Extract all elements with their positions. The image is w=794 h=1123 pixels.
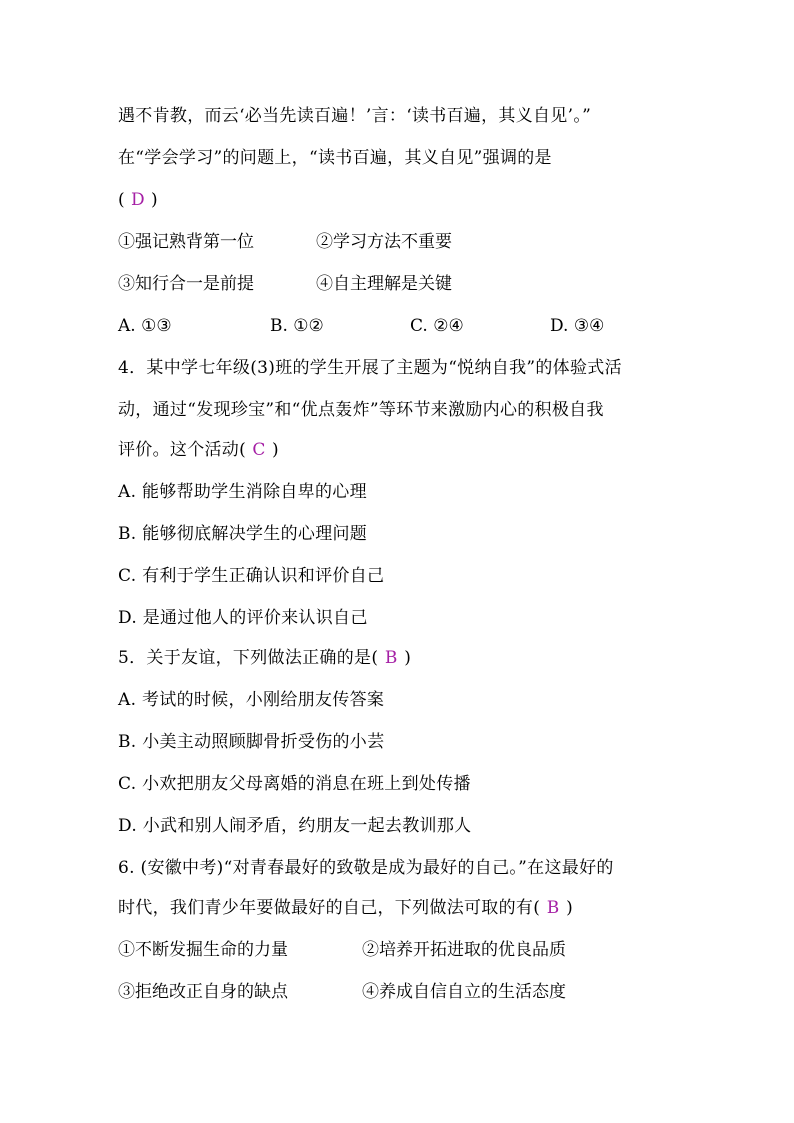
q5-answer-line bbox=[118, 646, 411, 670]
q5-answer: B bbox=[384, 648, 398, 668]
q5-option-d: D. 小武和别人闹矛盾，约朋友一起去教训那人 bbox=[118, 816, 472, 836]
q3-statement-1: ①强记熟背第一位 bbox=[118, 232, 254, 252]
q4-stem-line-2: 动，通过“发现珍宝”和“优点轰炸”等环节来激励内心的积极自我 bbox=[118, 400, 604, 420]
q5-paren-close: ) bbox=[404, 648, 412, 668]
q4-answer-line bbox=[118, 438, 279, 462]
q6-answer-line bbox=[118, 896, 573, 920]
q4-answer: C bbox=[252, 440, 266, 460]
q6-answer: B bbox=[546, 898, 560, 918]
q3-option-d: D. ③④ bbox=[550, 316, 605, 336]
q3-option-c: C. ②④ bbox=[410, 316, 464, 336]
q6-statement-3: ③拒绝改正自身的缺点 bbox=[118, 982, 288, 1002]
q3-statement-4: ④自主理解是关键 bbox=[316, 274, 452, 294]
q3-stem-line-1: 遇不肯教，而云‘必当先读百遍！’言：‘读书百遍，其义自见’。” bbox=[118, 106, 592, 126]
q6-paren-close: ) bbox=[566, 898, 574, 918]
q3-option-b: B. ①② bbox=[270, 316, 324, 336]
q3-stem-line-2: 在“学会学习”的问题上，“读书百遍，其义自见”强调的是 bbox=[118, 148, 552, 168]
q3-answer-line bbox=[118, 188, 158, 212]
q4-stem-line-1: 4．某中学七年级(3)班的学生开展了主题为“悦纳自我”的体验式活 bbox=[118, 358, 622, 378]
q6-statement-2: ②培养开拓进取的优良品质 bbox=[362, 940, 566, 960]
q4-option-a: A. 能够帮助学生消除自卑的心理 bbox=[118, 482, 367, 502]
q3-statement-3: ③知行合一是前提 bbox=[118, 274, 254, 294]
q6-stem-line-1: 6. (安徽中考)“对青春最好的致敬是成为最好的自己。”在这最好的 bbox=[118, 858, 614, 878]
q4-stem-line-3: 评价。这个活动( bbox=[118, 440, 247, 460]
q3-option-a: A. ①③ bbox=[118, 316, 172, 336]
q4-paren-close: ) bbox=[272, 440, 279, 460]
q5-option-b: B. 小美主动照顾脚骨折受伤的小芸 bbox=[118, 732, 385, 752]
q4-option-c: C. 有利于学生正确认识和评价自己 bbox=[118, 566, 385, 586]
q6-statement-4: ④养成自信自立的生活态度 bbox=[362, 982, 566, 1002]
q4-option-d: D. 是通过他人的评价来认识自己 bbox=[118, 608, 368, 628]
q5-option-c: C. 小欢把朋友父母离婚的消息在班上到处传播 bbox=[118, 774, 471, 794]
q5-option-a: A. 考试的时候，小刚给朋友传答案 bbox=[118, 690, 385, 710]
q6-stem-line-2: 时代，我们青少年要做最好的自己，下列做法可取的有( bbox=[118, 898, 541, 918]
q3-statement-2: ②学习方法不重要 bbox=[316, 232, 452, 252]
q3-answer: D bbox=[130, 190, 145, 210]
q6-statement-1: ①不断发掘生命的力量 bbox=[118, 940, 288, 960]
q3-paren-close: ) bbox=[150, 190, 158, 210]
q3-paren-open: ( bbox=[118, 190, 125, 210]
q5-stem-line-1: 5．关于友谊，下列做法正确的是( bbox=[118, 648, 379, 668]
q4-option-b: B. 能够彻底解决学生的心理问题 bbox=[118, 524, 368, 544]
